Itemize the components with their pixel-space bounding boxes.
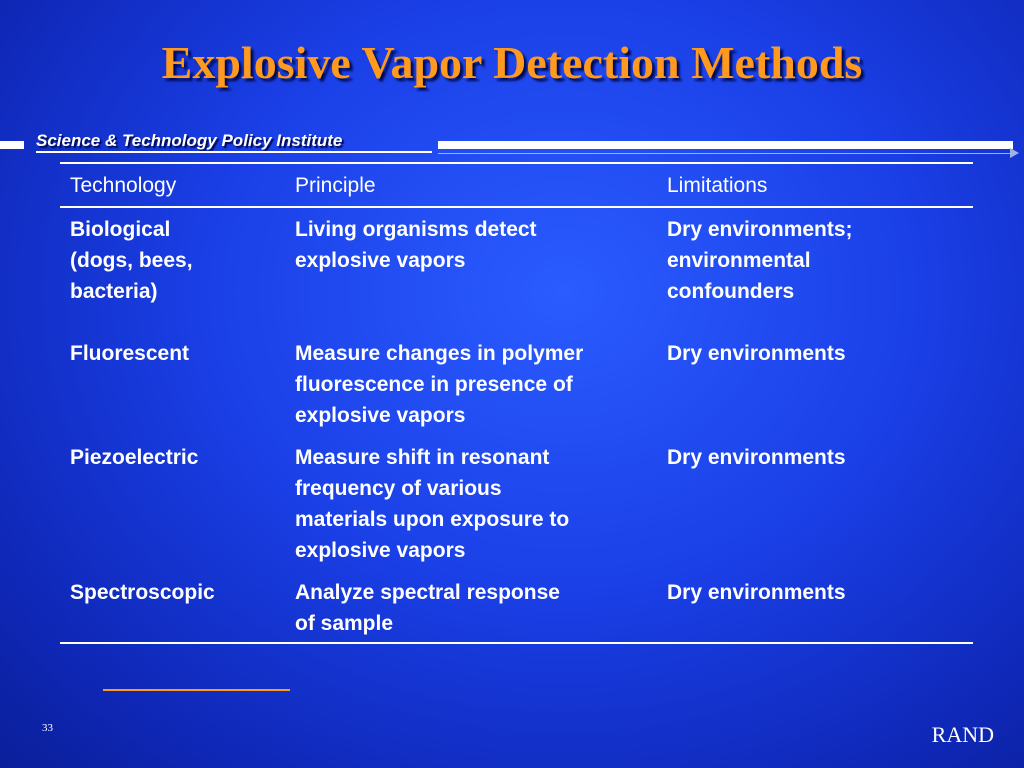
- table-header-row: [60, 163, 973, 207]
- cell-line: Living organisms detect: [295, 218, 537, 241]
- cell-line: Measure shift in resonant: [295, 446, 550, 469]
- header-arrow-line: [438, 153, 1010, 154]
- cell-line: Measure changes in polymer: [295, 342, 584, 365]
- cell-line: Spectroscopic: [70, 581, 215, 604]
- page-number: 33: [42, 722, 53, 734]
- table-row: [60, 436, 973, 571]
- cell-limitations: [657, 436, 973, 571]
- cell-line: (dogs, bees,: [70, 249, 193, 272]
- table-row: [60, 207, 973, 332]
- cell-line: explosive vapors: [295, 249, 466, 272]
- cell-principle: [285, 207, 657, 332]
- cell-line: Biological: [70, 218, 171, 241]
- cell-technology: [60, 207, 285, 332]
- header-technology: Technology: [60, 163, 285, 207]
- header-bar-left: [0, 141, 24, 149]
- cell-line: Analyze spectral response: [295, 581, 560, 604]
- table-row: [60, 332, 973, 436]
- cell-line: explosive vapors: [295, 539, 466, 562]
- cell-principle: [285, 332, 657, 436]
- cell-technology: [60, 436, 285, 571]
- cell-line: Dry environments: [667, 342, 846, 365]
- slide-title: Explosive Vapor Detection Methods: [161, 37, 863, 88]
- cell-line: Dry environments;: [667, 218, 853, 241]
- cell-line: Dry environments: [667, 446, 846, 469]
- cell-line: bacteria): [70, 280, 158, 303]
- header-principle: Principle: [285, 163, 657, 207]
- rand-logo: RAND: [931, 722, 994, 747]
- cell-line: Dry environments: [667, 581, 846, 604]
- detection-methods-table: [60, 162, 973, 644]
- cell-technology: [60, 571, 285, 643]
- cell-line: environmental: [667, 249, 811, 272]
- cell-limitations: [657, 207, 973, 332]
- header-limitations: Limitations: [657, 163, 973, 207]
- table-row: [60, 571, 973, 643]
- header-bar-right: [438, 141, 1013, 149]
- cell-technology: [60, 332, 285, 436]
- institute-label: Science & Technology Policy Institute: [36, 131, 343, 150]
- cell-line: Piezoelectric: [70, 446, 199, 469]
- cell-limitations: [657, 332, 973, 436]
- cell-principle: [285, 436, 657, 571]
- cell-line: explosive vapors: [295, 404, 466, 427]
- cell-line: Fluorescent: [70, 342, 190, 365]
- cell-principle: [285, 571, 657, 643]
- cell-line: of sample: [295, 612, 394, 635]
- cell-line: confounders: [667, 280, 795, 303]
- cell-line: fluorescence in presence of: [295, 373, 573, 396]
- cell-line: frequency of various: [295, 477, 502, 500]
- cell-limitations: [657, 571, 973, 643]
- footer-rule: [103, 689, 290, 691]
- cell-line: materials upon exposure to: [295, 508, 570, 531]
- arrow-right-icon: [1010, 148, 1019, 158]
- institute-underline: [36, 151, 432, 153]
